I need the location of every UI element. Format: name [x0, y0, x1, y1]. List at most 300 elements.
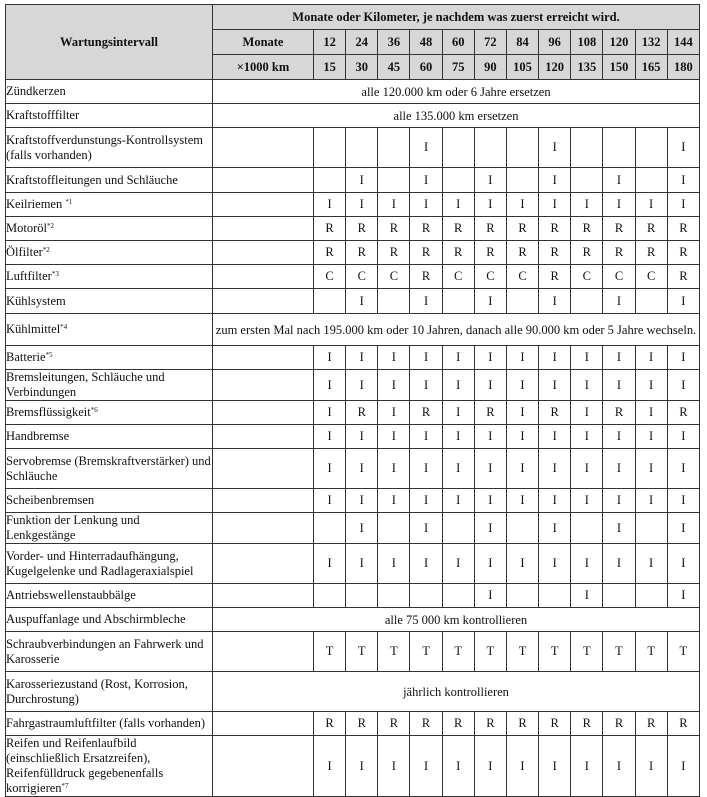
interval-cell: R: [635, 241, 667, 265]
row-unit-cell: [213, 736, 314, 797]
interval-cell: I: [314, 489, 346, 513]
table-row: [6, 489, 700, 513]
month-header: 96: [539, 30, 571, 55]
interval-cell: I: [474, 193, 506, 217]
interval-cell: R: [539, 217, 571, 241]
interval-cell: I: [442, 736, 474, 797]
header-row-title: [6, 5, 700, 30]
interval-cell: R: [571, 217, 603, 241]
interval-cell: I: [635, 370, 667, 401]
row-unit-cell: [213, 241, 314, 265]
interval-cell: I: [603, 425, 635, 449]
interval-cell: I: [539, 289, 571, 314]
table-row: [6, 193, 700, 217]
row-span-text: alle 135.000 km ersetzen: [213, 104, 700, 128]
interval-cell: I: [667, 425, 699, 449]
interval-cell: I: [474, 544, 506, 584]
row-unit-cell: [213, 217, 314, 241]
interval-cell: R: [667, 241, 699, 265]
interval-cell: R: [474, 401, 506, 425]
row-label-text: Motoröl: [6, 221, 47, 235]
table-row: [6, 128, 700, 168]
interval-cell: I: [378, 193, 410, 217]
month-header: 84: [506, 30, 538, 55]
interval-cell: R: [314, 241, 346, 265]
table-header: [6, 5, 700, 80]
table-row: [6, 265, 700, 289]
row-span-text: alle 120.000 km oder 6 Jahre ersetzen: [213, 80, 700, 104]
row-label-text: Kraftstofffilter: [6, 108, 80, 122]
km-header: 105: [506, 55, 538, 80]
interval-cell: R: [378, 217, 410, 241]
interval-cell: I: [667, 736, 699, 797]
interval-cell: I: [346, 425, 378, 449]
interval-cell: I: [378, 370, 410, 401]
km-header: 60: [410, 55, 442, 80]
interval-cell: I: [474, 425, 506, 449]
month-header: 120: [603, 30, 635, 55]
interval-cell: I: [603, 513, 635, 544]
interval-cell: I: [667, 168, 699, 193]
km-label: ×1000 km: [213, 55, 314, 80]
interval-cell: [603, 128, 635, 168]
interval-cell: [378, 168, 410, 193]
table-row: [6, 401, 700, 425]
interval-cell: I: [506, 193, 538, 217]
interval-cell: C: [506, 265, 538, 289]
interval-cell: C: [314, 265, 346, 289]
interval-cell: [506, 128, 538, 168]
interval-cell: I: [314, 544, 346, 584]
footnote-marker: *6: [90, 406, 98, 414]
interval-cell: I: [571, 584, 603, 608]
interval-cell: T: [571, 632, 603, 672]
interval-cell: I: [635, 401, 667, 425]
row-label-text: Karosseriezustand (Rost, Korrosion, Durchrostung): [6, 676, 188, 706]
interval-cell: I: [474, 584, 506, 608]
km-header: 75: [442, 55, 474, 80]
table-row: [6, 370, 700, 401]
interval-cell: I: [346, 736, 378, 797]
interval-cell: [378, 289, 410, 314]
interval-cell: R: [539, 265, 571, 289]
interval-cell: [314, 168, 346, 193]
row-label-text: Funktion der Lenkung und Lenkgestänge: [6, 513, 140, 542]
row-label-text: Bremsleitungen, Schläuche und Verbindungen: [6, 370, 165, 399]
month-header: 24: [346, 30, 378, 55]
row-label: [6, 401, 213, 425]
row-unit-cell: [213, 449, 314, 489]
km-header: 45: [378, 55, 410, 80]
footnote-marker: *3: [51, 270, 59, 278]
interval-cell: I: [346, 193, 378, 217]
month-header: 108: [571, 30, 603, 55]
interval-cell: I: [410, 193, 442, 217]
interval-cell: [539, 584, 571, 608]
row-span-text: alle 75 000 km kontrollieren: [213, 608, 700, 632]
interval-cell: T: [378, 632, 410, 672]
interval-cell: I: [442, 193, 474, 217]
interval-cell: I: [571, 346, 603, 370]
interval-cell: I: [314, 449, 346, 489]
header-super-title: Monate oder Kilometer, je nachdem was zuerst erreicht wird.: [213, 5, 700, 30]
interval-cell: I: [314, 425, 346, 449]
interval-cell: R: [667, 712, 699, 736]
km-header: 120: [539, 55, 571, 80]
interval-cell: I: [442, 489, 474, 513]
interval-cell: I: [442, 449, 474, 489]
interval-cell: I: [506, 449, 538, 489]
interval-cell: I: [667, 128, 699, 168]
interval-cell: I: [314, 370, 346, 401]
interval-cell: I: [539, 513, 571, 544]
interval-cell: C: [635, 265, 667, 289]
month-header: 72: [474, 30, 506, 55]
interval-cell: I: [442, 370, 474, 401]
interval-cell: R: [539, 712, 571, 736]
interval-cell: R: [603, 241, 635, 265]
interval-cell: I: [539, 168, 571, 193]
interval-cell: I: [474, 489, 506, 513]
table-row: [6, 632, 700, 672]
footnote-marker: *2: [46, 222, 54, 230]
footnote-marker: *7: [61, 782, 69, 790]
table-row: [6, 513, 700, 544]
interval-cell: R: [635, 712, 667, 736]
interval-cell: I: [506, 370, 538, 401]
interval-cell: I: [474, 168, 506, 193]
row-label: [6, 168, 213, 193]
interval-cell: R: [474, 217, 506, 241]
interval-cell: R: [442, 217, 474, 241]
interval-title: Wartungsintervall: [6, 5, 213, 80]
table-row: [6, 346, 700, 370]
interval-cell: I: [506, 544, 538, 584]
table-row: [6, 544, 700, 584]
interval-cell: I: [378, 736, 410, 797]
interval-cell: R: [474, 712, 506, 736]
interval-cell: T: [442, 632, 474, 672]
interval-cell: R: [603, 712, 635, 736]
km-header: 90: [474, 55, 506, 80]
km-header: 30: [346, 55, 378, 80]
interval-cell: [442, 513, 474, 544]
interval-cell: [635, 168, 667, 193]
interval-cell: R: [539, 241, 571, 265]
interval-cell: I: [410, 513, 442, 544]
interval-cell: I: [474, 736, 506, 797]
interval-cell: T: [506, 632, 538, 672]
interval-cell: I: [346, 289, 378, 314]
interval-cell: R: [410, 217, 442, 241]
interval-cell: R: [378, 712, 410, 736]
interval-cell: I: [539, 193, 571, 217]
interval-cell: I: [667, 489, 699, 513]
interval-cell: I: [603, 489, 635, 513]
table-row: [6, 608, 700, 632]
footnote-marker: *2: [42, 246, 50, 254]
interval-cell: I: [571, 449, 603, 489]
row-label: [6, 289, 213, 314]
interval-cell: [314, 584, 346, 608]
interval-cell: [506, 289, 538, 314]
km-header: 135: [571, 55, 603, 80]
table-row: [6, 449, 700, 489]
interval-cell: I: [410, 736, 442, 797]
row-label-text: Kühlmittel: [6, 322, 61, 336]
interval-cell: I: [635, 736, 667, 797]
interval-cell: I: [603, 736, 635, 797]
table-row: [6, 241, 700, 265]
interval-cell: I: [314, 401, 346, 425]
table-body: [6, 80, 700, 797]
row-label: [6, 489, 213, 513]
row-label: [6, 425, 213, 449]
interval-cell: I: [314, 346, 346, 370]
interval-cell: I: [410, 489, 442, 513]
interval-cell: C: [603, 265, 635, 289]
row-label: [6, 736, 213, 797]
interval-cell: I: [635, 544, 667, 584]
interval-cell: R: [506, 241, 538, 265]
interval-cell: R: [539, 401, 571, 425]
row-label-text: Schraubverbindungen an Fahrwerk und Karosserie: [6, 636, 204, 666]
interval-cell: T: [346, 632, 378, 672]
interval-cell: I: [346, 346, 378, 370]
interval-cell: R: [314, 712, 346, 736]
row-label: [6, 241, 213, 265]
table-row: [6, 168, 700, 193]
interval-cell: C: [474, 265, 506, 289]
interval-cell: I: [378, 346, 410, 370]
interval-cell: [346, 584, 378, 608]
row-unit-cell: [213, 346, 314, 370]
interval-cell: I: [346, 489, 378, 513]
interval-cell: [346, 128, 378, 168]
interval-cell: R: [506, 217, 538, 241]
row-label-text: Vorder- und Hinterradaufhängung, Kugelgelenke und Radlageraxialspiel: [6, 548, 194, 578]
interval-cell: I: [667, 584, 699, 608]
interval-cell: [378, 584, 410, 608]
row-label-text: Kraftstoffverdunstungs-Kontrollsystem (falls vorhanden): [6, 132, 203, 162]
row-label: [6, 632, 213, 672]
interval-cell: I: [539, 370, 571, 401]
interval-cell: I: [603, 168, 635, 193]
interval-cell: [571, 128, 603, 168]
row-label-text: Fahrgastraumluftfilter (falls vorhanden): [6, 716, 206, 730]
maintenance-schedule-table: [5, 4, 700, 797]
interval-cell: I: [378, 425, 410, 449]
interval-cell: C: [378, 265, 410, 289]
km-header: 180: [667, 55, 699, 80]
interval-cell: I: [603, 193, 635, 217]
row-label: [6, 672, 213, 712]
month-header: 132: [635, 30, 667, 55]
interval-cell: R: [635, 217, 667, 241]
interval-cell: I: [571, 370, 603, 401]
interval-cell: R: [603, 217, 635, 241]
interval-cell: [635, 128, 667, 168]
row-unit-cell: [213, 489, 314, 513]
interval-cell: I: [346, 168, 378, 193]
interval-cell: I: [410, 168, 442, 193]
interval-cell: T: [474, 632, 506, 672]
footnote-marker: *4: [60, 323, 68, 331]
interval-cell: R: [667, 401, 699, 425]
interval-cell: I: [539, 425, 571, 449]
interval-cell: I: [378, 449, 410, 489]
table-row: [6, 217, 700, 241]
interval-cell: I: [539, 449, 571, 489]
interval-cell: I: [378, 544, 410, 584]
interval-cell: T: [410, 632, 442, 672]
interval-cell: I: [635, 425, 667, 449]
row-label-text: Zündkerzen: [6, 84, 66, 98]
interval-cell: R: [667, 217, 699, 241]
row-unit-cell: [213, 168, 314, 193]
interval-cell: C: [346, 265, 378, 289]
interval-cell: [442, 289, 474, 314]
row-label: [6, 370, 213, 401]
interval-cell: [378, 128, 410, 168]
interval-cell: I: [410, 544, 442, 584]
interval-cell: T: [635, 632, 667, 672]
interval-cell: [410, 584, 442, 608]
interval-cell: R: [410, 265, 442, 289]
interval-cell: I: [474, 346, 506, 370]
row-label: [6, 104, 213, 128]
interval-cell: I: [506, 425, 538, 449]
interval-cell: [314, 513, 346, 544]
interval-cell: I: [474, 289, 506, 314]
interval-cell: T: [667, 632, 699, 672]
month-header: 36: [378, 30, 410, 55]
interval-cell: [506, 584, 538, 608]
interval-cell: R: [571, 241, 603, 265]
interval-cell: I: [410, 425, 442, 449]
footnote-marker: *5: [45, 351, 53, 359]
interval-cell: [571, 513, 603, 544]
interval-cell: R: [346, 712, 378, 736]
interval-cell: I: [314, 193, 346, 217]
table-row: [6, 584, 700, 608]
row-unit-cell: [213, 712, 314, 736]
interval-cell: I: [667, 346, 699, 370]
row-unit-cell: [213, 513, 314, 544]
row-label-text: Batterie: [6, 350, 46, 364]
interval-cell: [442, 584, 474, 608]
interval-cell: I: [571, 401, 603, 425]
row-unit-cell: [213, 584, 314, 608]
row-unit-cell: [213, 544, 314, 584]
interval-cell: C: [571, 265, 603, 289]
interval-cell: I: [346, 544, 378, 584]
interval-cell: [603, 584, 635, 608]
row-label: [6, 217, 213, 241]
row-label-text: Reifen und Reifenlaufbild (einschließlich Ersatzreifen), Reifenfülldruck gegebenenfalls korrigieren: [6, 736, 164, 795]
interval-cell: I: [410, 128, 442, 168]
table-row: [6, 314, 700, 346]
row-label-text: Scheibenbremsen: [6, 493, 95, 507]
interval-cell: I: [506, 401, 538, 425]
row-label: [6, 513, 213, 544]
row-label-text: Bremsflüssigkeit: [6, 405, 91, 419]
row-label-text: Auspuffanlage und Abschirmbleche: [6, 612, 186, 626]
interval-cell: I: [635, 449, 667, 489]
km-header: 165: [635, 55, 667, 80]
interval-cell: I: [474, 449, 506, 489]
row-unit-cell: [213, 265, 314, 289]
interval-cell: I: [539, 346, 571, 370]
footnote-marker: *1: [65, 198, 73, 206]
interval-cell: I: [603, 449, 635, 489]
row-span-text: jährlich kontrollieren: [213, 672, 700, 712]
interval-cell: [442, 168, 474, 193]
interval-cell: [442, 128, 474, 168]
row-label: [6, 128, 213, 168]
interval-cell: R: [378, 241, 410, 265]
interval-cell: I: [442, 401, 474, 425]
interval-cell: I: [506, 736, 538, 797]
row-label: [6, 80, 213, 104]
interval-cell: I: [442, 425, 474, 449]
table-row: [6, 672, 700, 712]
interval-cell: R: [346, 241, 378, 265]
interval-cell: I: [667, 544, 699, 584]
interval-cell: I: [474, 370, 506, 401]
interval-cell: R: [667, 265, 699, 289]
interval-cell: R: [442, 241, 474, 265]
row-unit-cell: [213, 193, 314, 217]
interval-cell: I: [571, 425, 603, 449]
interval-cell: T: [603, 632, 635, 672]
table-row: [6, 80, 700, 104]
interval-cell: I: [410, 346, 442, 370]
interval-cell: I: [378, 489, 410, 513]
table-row: [6, 289, 700, 314]
row-unit-cell: [213, 370, 314, 401]
interval-cell: [635, 513, 667, 544]
interval-cell: I: [410, 289, 442, 314]
interval-cell: I: [571, 489, 603, 513]
row-label: [6, 193, 213, 217]
interval-cell: I: [667, 513, 699, 544]
interval-cell: I: [539, 128, 571, 168]
interval-cell: I: [346, 449, 378, 489]
interval-cell: [506, 168, 538, 193]
month-header: 48: [410, 30, 442, 55]
interval-cell: [474, 128, 506, 168]
interval-cell: I: [442, 544, 474, 584]
row-label-text: Kühlsystem: [6, 293, 66, 308]
month-header: 60: [442, 30, 474, 55]
interval-cell: I: [667, 370, 699, 401]
interval-cell: I: [539, 736, 571, 797]
interval-cell: I: [635, 489, 667, 513]
row-label: [6, 449, 213, 489]
interval-cell: R: [346, 217, 378, 241]
row-label: [6, 584, 213, 608]
row-label-text: Servobremse (Bremskraftverstärker) und Schläuche: [6, 453, 211, 483]
months-label: Monate: [213, 30, 314, 55]
interval-cell: [571, 168, 603, 193]
interval-cell: C: [442, 265, 474, 289]
table-row: [6, 736, 700, 797]
interval-cell: T: [539, 632, 571, 672]
row-label: [6, 712, 213, 736]
interval-cell: R: [474, 241, 506, 265]
interval-cell: R: [506, 712, 538, 736]
